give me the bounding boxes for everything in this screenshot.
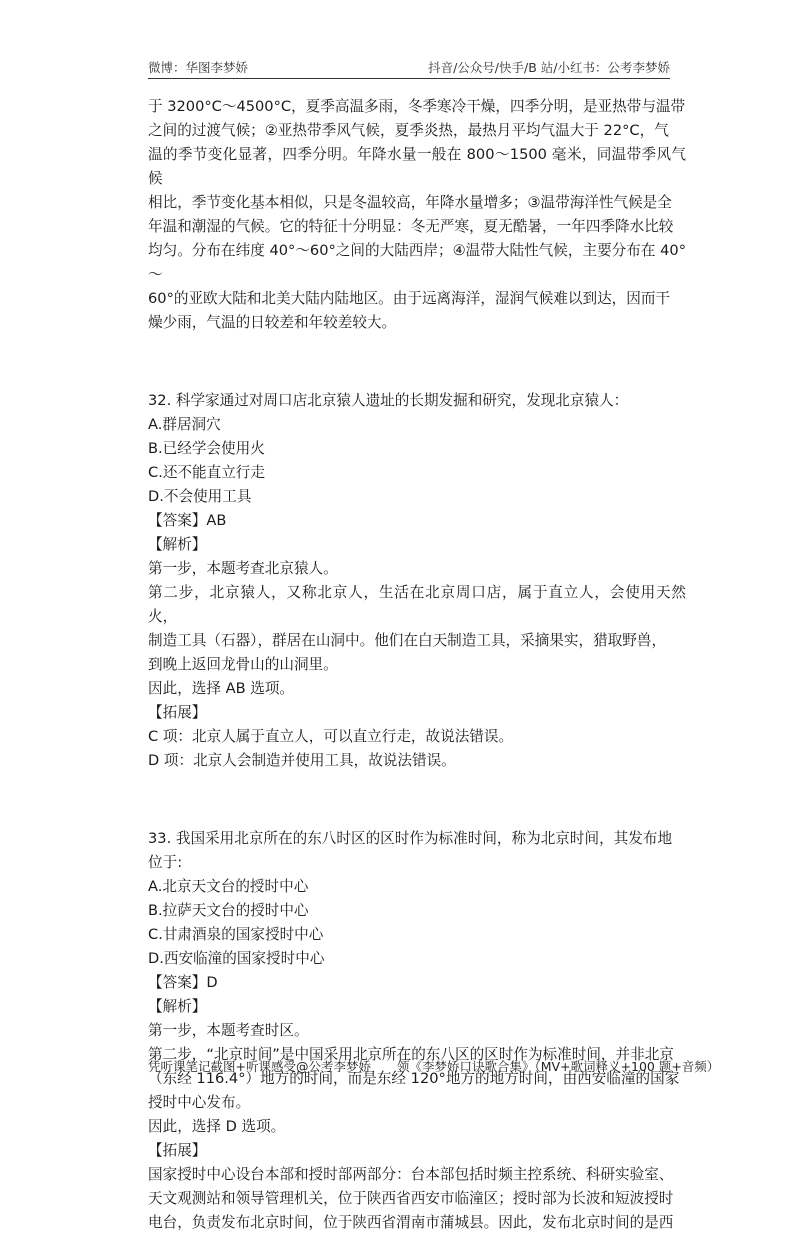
analysis-title: 【解析】 [148, 536, 207, 553]
option-d: D.不会使用工具 [148, 488, 252, 505]
page-footer [148, 1057, 719, 1075]
extension-line: C 项：北京人属于直立人，可以直立行走，故说法错误。 [148, 728, 514, 745]
continuation-paragraph [148, 95, 686, 335]
option-d: D.西安临潼的国家授时中心 [148, 950, 325, 967]
analysis-line: 第一步，本题考查时区。 [148, 1022, 309, 1039]
analysis-title: 【解析】 [148, 998, 207, 1015]
footer-left-text: 凭听课笔记截图+听课感受@公考李梦娇 [148, 1059, 371, 1074]
extension-title: 【拓展】 [148, 704, 207, 721]
extension-line: 国家授时中心设台本部和授时部两部分：台本部包括时频主控系统、科研实验室、 [148, 1166, 674, 1183]
header-right-text: 抖音/公众号/快手/B 站/小红书：公考李梦娇 [428, 60, 670, 75]
question-stem: 位于: [148, 854, 183, 871]
extension-title: 【拓展】 [148, 1142, 207, 1159]
analysis-line: 因此，选择 D 选项。 [148, 1118, 286, 1135]
analysis-line: 制造工具（石器），群居在山洞中。他们在白天制造工具，采摘果实，猎取野兽， [148, 632, 667, 649]
text-line: 60°的亚欧大陆和北美大陆内陆地区。由于远离海洋，湿润气候难以到达，因而干 [148, 290, 671, 307]
question-32 [148, 389, 686, 773]
analysis-line: 到晚上返回龙骨山的山洞里。 [148, 656, 338, 673]
footer-right-text: 领《李梦娇口诀歌合集》（MV+歌词释义+100 题+音频） [396, 1059, 720, 1074]
question-33 [148, 827, 686, 1235]
question-stem: 33. 我国采用北京所在的东八时区的区时作为标准时间，称为北京时间，其发布地 [148, 830, 673, 847]
analysis-line: （东经 116.4°）地方的时间，而是东经 120°地方的地方时间，由西安临潼的国家 [148, 1070, 680, 1087]
option-b: B.已经学会使用火 [148, 440, 265, 457]
text-line: 均匀。分布在纬度 40°～60°之间的大陆西岸；④温带大陆性气候，主要分布在 40°～ [148, 242, 686, 283]
option-a: A.群居洞穴 [148, 416, 221, 433]
header-left-text: 微博：华图李梦娇 [148, 60, 249, 75]
extension-line: 电台，负责发布北京时间，位于陕西省渭南市蒲城县。因此，发布北京时间的是西 [148, 1214, 674, 1231]
extension-line: 天文观测站和领导管理机关，位于陕西省西安市临潼区；授时部为长波和短波授时 [148, 1190, 674, 1207]
answer-line: 【答案】D [148, 974, 218, 991]
text-line: 温的季节变化显著，四季分明。年降水量一般在 800～1500 毫米，同温带季风气候 [148, 146, 686, 187]
text-line: 之间的过渡气候；②亚热带季风气候，夏季炎热，最热月平均气温大于 22°C，气 [148, 122, 669, 139]
page-header [148, 56, 670, 79]
answer-line: 【答案】AB [148, 512, 227, 529]
option-a: A.北京天文台的授时中心 [148, 878, 309, 895]
question-stem: 32. 科学家通过对周口店北京猿人遗址的长期发掘和研究，发现北京猿人： [148, 392, 629, 409]
text-line: 相比，季节变化基本相似，只是冬温较高，年降水量增多；③温带海洋性气候是全 [148, 194, 672, 211]
extension-line: D 项：北京人会制造并使用工具，故说法错误。 [148, 752, 456, 769]
option-b: B.拉萨天文台的授时中心 [148, 902, 309, 919]
analysis-line: 授时中心发布。 [148, 1094, 251, 1111]
text-line: 年温和潮湿的气候。它的特征十分明显：冬无严寒，夏无酷暑，一年四季降水比较 [148, 218, 674, 235]
text-line: 燥少雨，气温的日较差和年较差较大。 [148, 314, 397, 331]
analysis-line: 第二步，北京猿人，又称北京人，生活在北京周口店，属于直立人，会使用天然火， [148, 584, 686, 625]
option-c: C.甘肃酒泉的国家授时中心 [148, 926, 324, 943]
text-line: 于 3200°C～4500°C，夏季高温多雨，冬季寒冷干燥，四季分明，是亚热带与温带 [148, 98, 686, 115]
analysis-line: 第一步，本题考查北京猿人。 [148, 560, 338, 577]
option-c: C.还不能直立行走 [148, 464, 265, 481]
analysis-line: 因此，选择 AB 选项。 [148, 680, 295, 697]
analysis-line: 第二步，“北京时间”是中国采用北京所在的东八区的区时作为标准时间，并非北京 [148, 1046, 674, 1063]
